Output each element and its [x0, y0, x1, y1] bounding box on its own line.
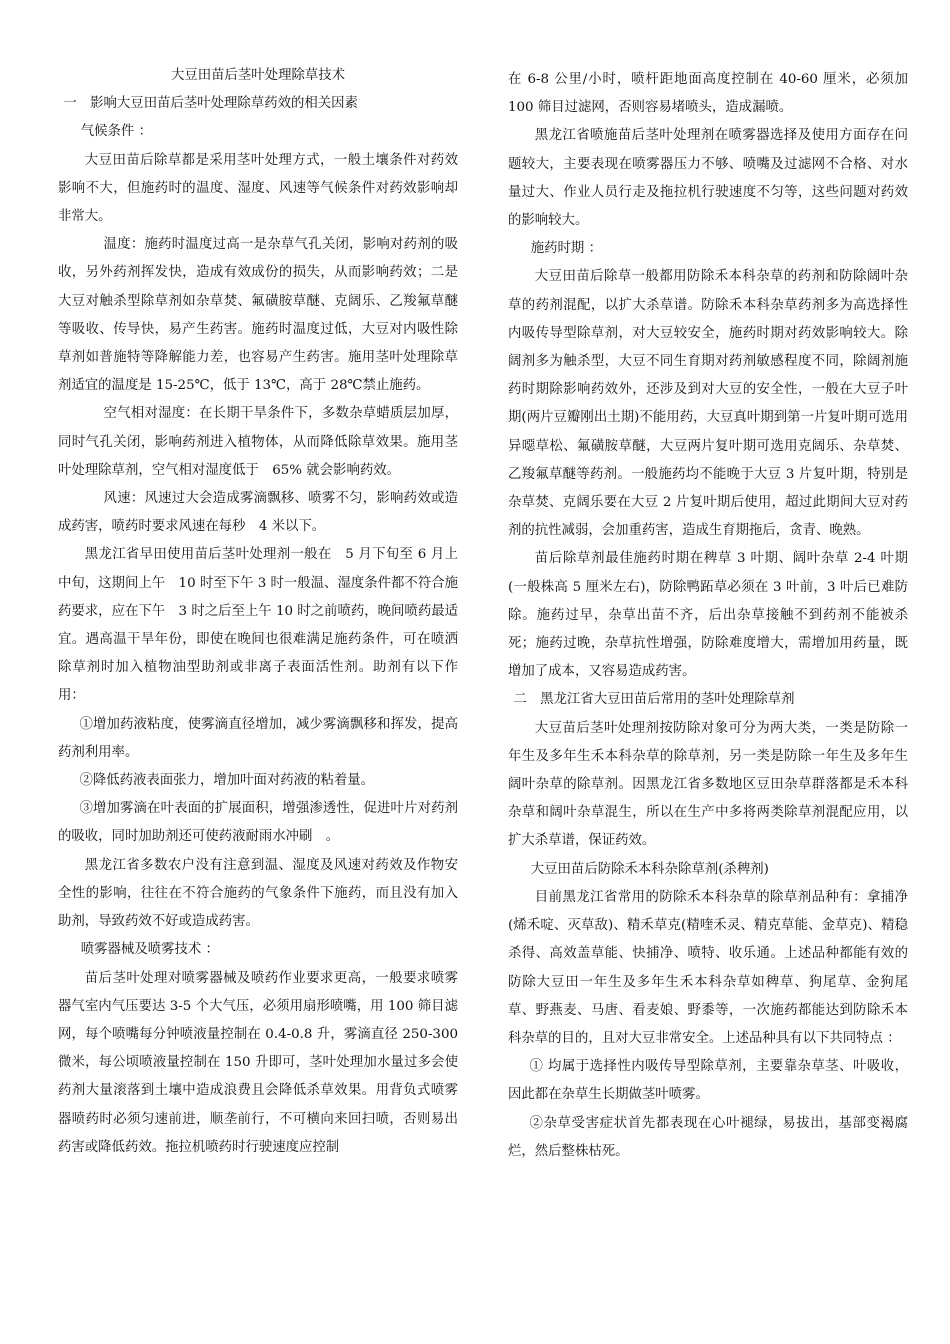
list-item: ①增加药液粘度，使雾滴直径增加，减少雾滴飘移和挥发，提高药剂利用率。 [58, 716, 458, 760]
subheading-grass-herbicides: 大豆田苗后防除禾本科杂除草剂(杀稗剂) [530, 861, 769, 877]
list-item: ① 均属于选择性内吸传导型除草剂，主要靠杂草茎、叶吸收，因此都在杂草生长期做茎叶喷雾。 [508, 1059, 908, 1103]
paragraph-wind: 风速：风速过大会造成雾滴飘移、喷雾不匀，影响药效或造成药害，喷药时要求风速在每秒 4 米以下。 [58, 491, 458, 535]
paragraph-temperature: 温度：施药时温度过高一是杂草气孔关闭，影响对药剂的吸收，另外药剂挥发快，造成有效成份的损失，从而影响药效；二是大豆对触杀型除草剂如杂草焚、氟磺胺草醚、克阔乐、乙羧氟草醚等吸收、传导快，易产生药害。施药时温度过低，大豆对内吸性除草剂如普施特等降解能力差，也容易产生药害。施用茎叶处理除草剂适宜的温度是 15-25℃，低于 13℃，高于 28℃禁止施药。 [58, 237, 458, 394]
subheading-sprayer: 喷雾器械及喷雾技术 ： [80, 942, 219, 958]
section-heading-1: 一 影响大豆田苗后茎叶处理除草药效的相关因素 [63, 96, 358, 112]
paragraph: 黑龙江省早田使用苗后茎叶处理剂一般在 5 月下旬至 6 月上中旬，这期间上午 10 时至下午 3 时一般温、湿度条件都不符合施药要求，应在下午 3 时之后至上午 10 时之前喷药，晚间喷药最适宜。遇高温干旱年份，即使在晚间也很难满足施药条件，可在喷洒除草剂时加入植物油型助剂或非离子表面活性剂。助剂有以下作用： [58, 547, 458, 704]
paragraph-continued: 在 6-8 公里/小时，喷杆距地面高度控制在 40-60 厘米，必须加 100 筛目过滤网，否则容易堵喷头，造成漏喷。 [508, 72, 908, 116]
paragraph: 黑龙江省喷施苗后茎叶处理剂在喷雾器选择及使用方面存在问题较大，主要表现在喷雾器压力不够、喷嘴及过滤网不合格、对水量过大、作业人员行走及拖拉机行驶速度不匀等，这些问题对药效的影响较大。 [508, 128, 908, 229]
section-heading-2: 二 黑龙江省大豆田苗后常用的茎叶处理除草剂 [513, 692, 795, 708]
list-item: ③增加雾滴在叶表面的扩展面积，增强渗透性，促进叶片对药剂的吸收，同时加助剂还可使药液耐雨水冲刷 。 [58, 801, 458, 845]
paragraph: 大豆苗后茎叶处理剂按防除对象可分为两大类，一类是防除一年生及多年生禾本科杂草的除草剂，另一类是防除一年生及多年生阔叶杂草的除草剂。因黑龙江省多数地区豆田杂草群落都是禾本科杂草和阔叶杂草混生，所以在生产中多将两类除草剂混配应用，以扩大杀草谱，保证药效。 [508, 720, 908, 849]
document-title: 大豆田苗后茎叶处理除草技术 [170, 68, 346, 83]
paragraph: 大豆田苗后除草一般都用防除禾本科杂草的药剂和防除阔叶杂草的药剂混配，以扩大杀草谱。防除禾本科杂草药剂多为高选择性内吸传导型除草剂，对大豆较安全，施药时期对药效影响较大。除阔剂多为触杀型，大豆不同生育期对药剂敏感程度不同，除阔剂施药时期除影响药效外，还涉及到对大豆的安全性，一般在大豆子叶期(两片豆瓣刚出土期)不能用药，大豆真叶期到第一片复叶期可选用异噁草松、氟磺胺草醚，大豆两片复叶期可选用克阔乐、杂草焚、乙羧氟草醚等药剂。一般施药均不能晚于大豆 3 片复叶期，特别是杂草焚、克阔乐要在大豆 2 片复叶期后使用，超过此期间大豆对药剂的抗性减弱，会加重药害，造成生育期拖后，贪青、晚熟。 [508, 269, 908, 539]
list-item: ②杂草受害症状首先都表现在心叶褪绿，易拔出，基部变褐腐烂，然后整株枯死。 [508, 1115, 908, 1159]
subheading-climate: 气候条件 ： [80, 124, 152, 140]
list-item: ②降低药液表面张力，增加叶面对药液的粘着量。 [79, 773, 375, 789]
left-column [58, 62, 458, 1162]
right-column [508, 66, 908, 1166]
subheading-timing: 施药时期 ： [530, 241, 602, 257]
paragraph: 苗后茎叶处理对喷雾器械及喷药作业要求更高，一般要求喷雾器气室内气压要达 3-5 个大气压，必须用扇形喷嘴，用 100 筛目滤网，每个喷嘴每分钟喷液量控制在 0.4-0.8 升，雾滴直径 250-300 微米，每公顷喷液量控制在 150 升即可，茎叶处理加水量过多会使药剂大量滚落到土壤中造成浪费且会降低杀草效果。用背负式喷雾器喷药时必须匀速前进，顺垄前行，不可横向来回扫喷，否则易出药害或降低药效。拖拉机喷药时行驶速度应控制 [58, 970, 458, 1155]
paragraph: 苗后除草剂最佳施药时期在稗草 3 叶期、阔叶杂草 2-4 叶期(一般株高 5 厘米左右)，防除鸭跖草必须在 3 叶前，3 叶后已难防除。施药过早，杂草出苗不齐，后出杂草接触不到药剂不能被杀死；施药过晚，杂草抗性增强，防除难度增大，需增加用药量，既增加了成本，又容易造成药害。 [508, 551, 908, 680]
paragraph: 黑龙江省多数农户没有注意到温、湿度及风速对药效及作物安全性的影响，往往在不符合施药的气象条件下施药，而且没有加入助剂，导致药效不好或造成药害。 [58, 857, 458, 930]
paragraph-humidity: 空气相对湿度：在长期干旱条件下，多数杂草蜡质层加厚，同时气孔关闭，影响药剂进入植物体，从而降低除草效果。施用茎叶处理除草剂，空气相对湿度低于 65% 就会影响药效。 [58, 406, 458, 478]
paragraph: 目前黑龙江省常用的防除禾本科杂草的除草剂品种有：拿捕净(烯禾啶、灭草敌)、精禾草克(精喹禾灵、精克草能、金草克)、精稳杀得、高效盖草能、快捕净、喷特、收乐通。上述品种都能有效的防除大豆田一年生及多年生禾本科杂草如稗草、狗尾草、金狗尾草、野燕麦、马唐、看麦娘、野黍等，一次施药都能达到防除禾本科杂草的目的，且对大豆非常安全。上述品种具有以下共同特点 ： [508, 889, 908, 1046]
paragraph: 大豆田苗后除草都是采用茎叶处理方式，一般土壤条件对药效影响不大，但施药时的温度、湿度、风速等气候条件对药效影响却非常大。 [58, 152, 458, 225]
